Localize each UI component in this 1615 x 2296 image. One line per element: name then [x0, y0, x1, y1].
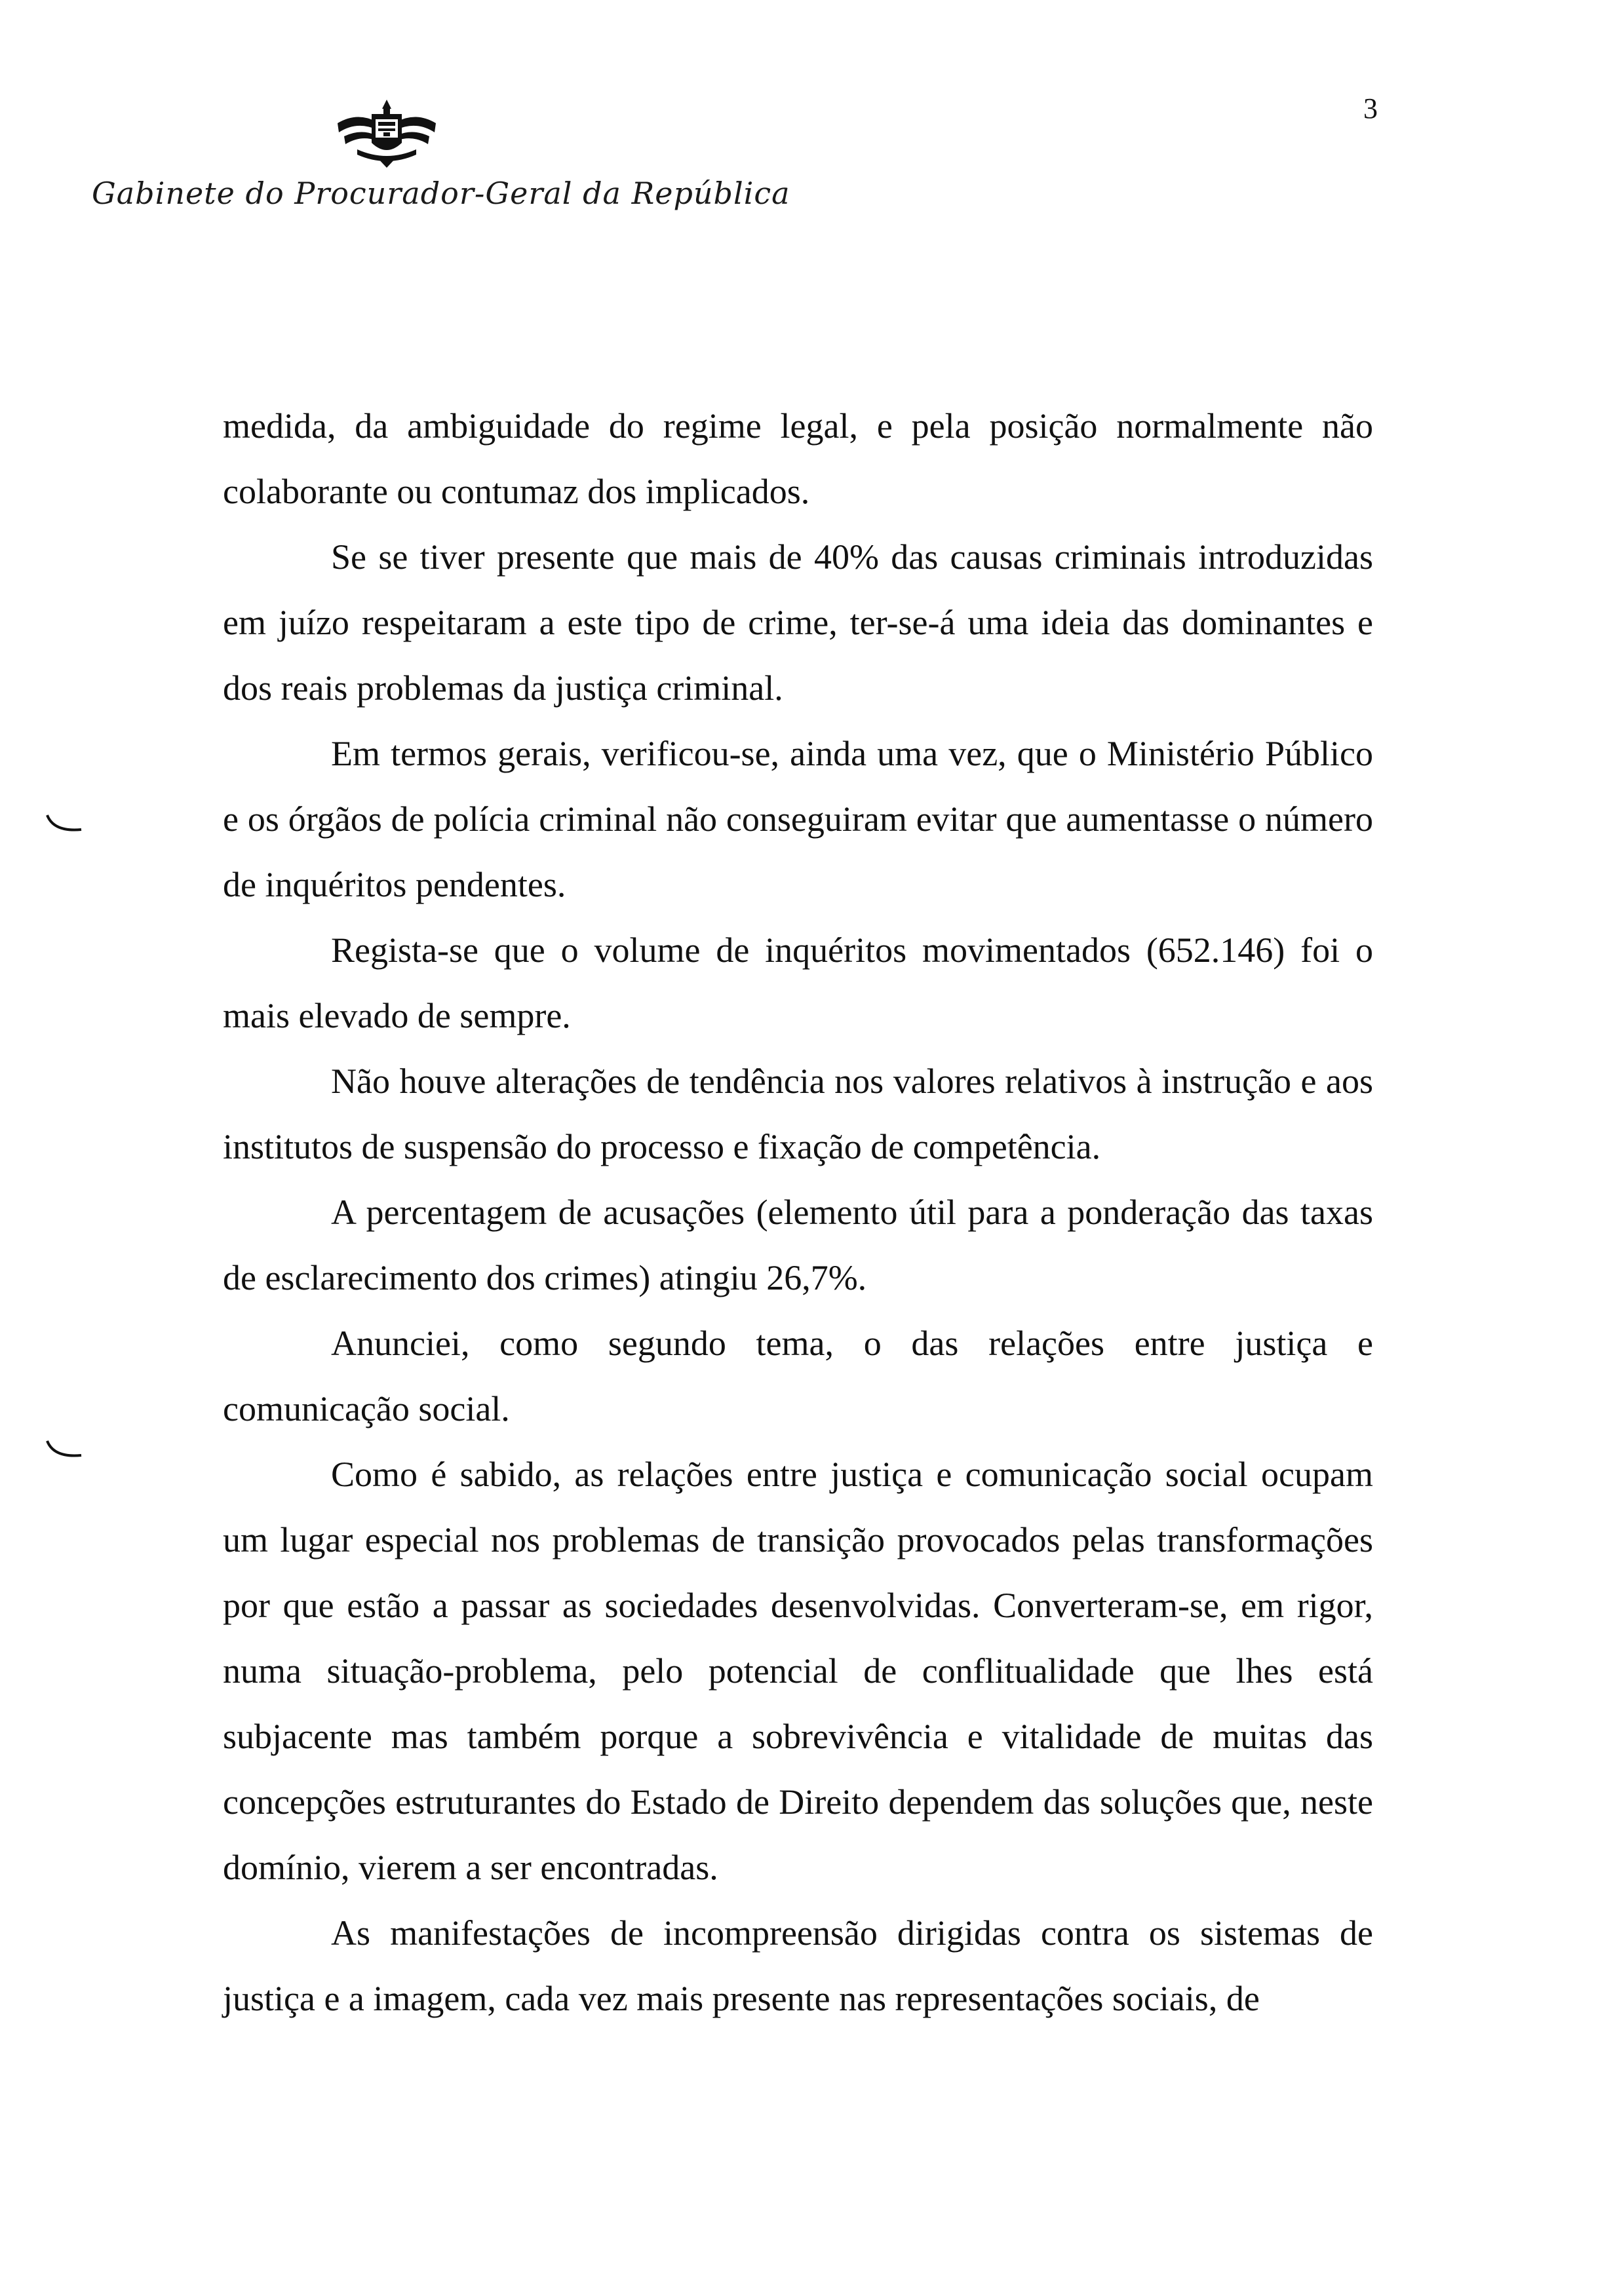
paragraph: As manifestações de incompreensão dirigidas contra os sistemas de justiça e a imagem, cada vez mais presente nas representações sociais, de	[223, 1913, 1373, 2018]
margin-tick-mark	[45, 1438, 84, 1464]
paragraph: A percentagem de acusações (elemento útil para a ponderação das taxas de esclarecimento dos crimes) atingiu 26,7%.	[223, 1193, 1373, 1297]
paragraph: Em termos gerais, verificou-se, ainda uma vez, que o Ministério Público e os órgãos de polícia criminal não conseguiram evitar que aumentasse o número de inquéritos pendentes.	[223, 734, 1373, 904]
paragraph: Não houve alterações de tendência nos valores relativos à instrução e aos institutos de suspensão do processo e fixação de competência.	[223, 1062, 1373, 1166]
body-text	[223, 393, 1373, 2031]
coat-of-arms-icon	[331, 97, 442, 169]
margin-tick-mark	[45, 813, 84, 839]
header-caption: Gabinete do Procurador-Geral da República	[92, 176, 790, 211]
page-number: 3	[1363, 92, 1378, 124]
paragraph: medida, da ambiguidade do regime legal, e pela posição normalmente não colaborante ou contumaz dos implicados.	[223, 406, 1373, 511]
paragraph: Se se tiver presente que mais de 40% das causas criminais introduzidas em juízo respeitaram a este tipo de crime, ter-se-á uma ideia das dominantes e dos reais problemas da justiça criminal.	[223, 537, 1373, 708]
paragraph: Como é sabido, as relações entre justiça e comunicação social ocupam um lugar especial nos problemas de transição provocados pelas transformações por que estão a passar as sociedades desenvolvidas. Converteram-se, em rigor, numa situação-problema, pelo potencial de conflitualidade que lhes está subjacente mas também porque a sobrevivência e vitalidade de muitas das concepções estruturantes do Estado de Direito dependem das soluções que, neste domínio, vierem a ser encontradas.	[223, 1455, 1373, 1887]
paragraph: Regista-se que o volume de inquéritos movimentados (652.146) foi o mais elevado de sempre.	[223, 930, 1373, 1035]
paragraph: Anunciei, como segundo tema, o das relações entre justiça e comunicação social.	[223, 1324, 1373, 1428]
